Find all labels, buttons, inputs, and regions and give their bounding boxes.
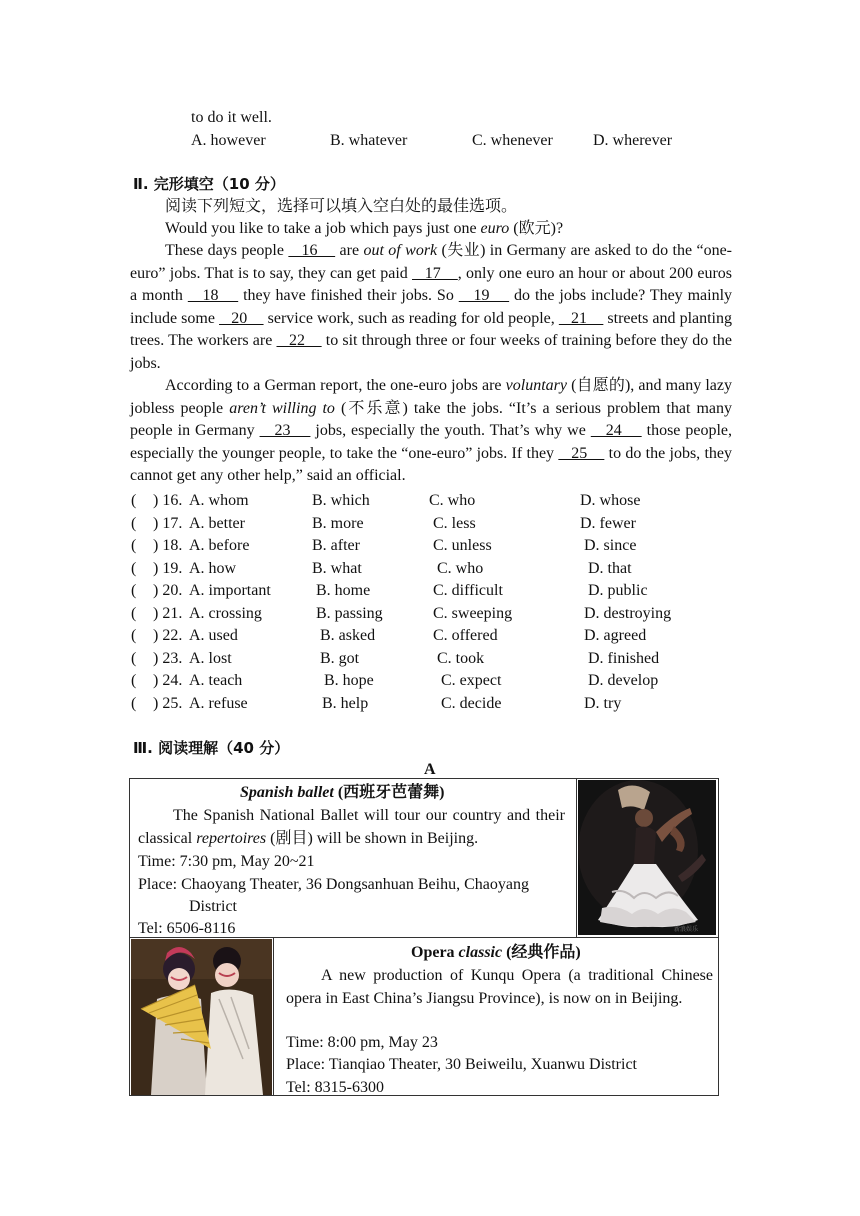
answer-paren: ( [131,605,137,622]
answer-paren: ( [131,627,137,644]
blank-17: 17 [412,264,458,282]
option-d: D. public [588,582,648,599]
table-divider [273,937,274,1096]
option-b: B. after [312,537,360,554]
q15-option-b: B. whatever [330,132,408,149]
ad2-body: A new production of Kunqu Opera (a traditional Chinese opera in East China’s Jiangsu Province), is now on in Beijing. [286,967,713,1007]
q15-option-a: A. however [191,132,266,149]
option-d: D. destroying [584,605,672,622]
option-b: B. more [312,515,364,532]
ad1-title: Spanish ballet (西班牙芭蕾舞) [240,784,445,801]
ad1-tel: Tel: 6506-8116 [138,920,236,937]
ad1-place: Place: Chaoyang Theater, 36 Dongsanhuan Beihu, Chaoyang [138,876,529,893]
option-a: A. crossing [189,605,262,622]
ad2-title: Opera classic (经典作品) [411,944,581,961]
blank-16: 16 [288,242,336,259]
option-c: C. decide [441,695,502,712]
option-a: A. how [189,560,237,577]
question-number: ) 16. [153,492,183,509]
blank-23: 23 [259,422,311,439]
option-a: A. refuse [189,695,248,712]
question-number: ) 23. [153,650,183,667]
option-c: C. offered [433,627,498,644]
option-c: C. who [429,492,476,509]
kunqu-opera-photo [131,939,272,1095]
option-d: D. agreed [584,627,647,644]
option-d: D. try [584,695,622,712]
option-d: D. finished [588,650,660,667]
section2-instruction: 阅读下列短文，选择可以填入空白处的最佳选项。 [165,198,518,215]
blank-21: 21 [558,309,604,327]
blank-24: 24 [590,422,642,439]
option-d: D. whose [580,492,641,509]
option-c: C. took [437,650,485,667]
passage-paragraph-1: These days people 16 are out of work (失业) in Germany are asked to do the “one-euro” jobs. That is to say, they can get paid 17 , only one euro an hour or about 200 euros a month 18 they have finished their jobs. So 19 do the jobs include? They mainly include some 20 service work, such as reading for old people, 21 streets and planting trees. The workers are 22 to sit through three or four weeks of training before they do the jobs. [130,242,733,372]
blank-22: 22 [276,332,322,349]
option-c: C. unless [433,537,492,554]
answer-paren: ( [131,560,137,577]
option-a: A. better [189,515,245,532]
option-c: C. difficult [433,582,503,599]
answer-paren: ( [131,537,137,554]
passage-paragraph-2: According to a German report, the one-euro jobs are voluntary (自愿的), and many lazy jobless people aren’t willing to (不乐意) take the jobs. “It’s a serious problem that many people in Germany 23 jobs, especially the youth. That’s why we 24 those people, especially the younger people, to take the “one-euro” jobs. If they 25 to do the jobs, they cannot get any other help,” said an official. [130,377,733,484]
option-b: B. hope [324,672,374,689]
question-number: ) 19. [153,560,183,577]
answer-paren: ( [131,492,137,509]
section2-heading: Ⅱ. 完形填空（10 分） [133,175,285,193]
option-b: B. got [320,650,360,667]
blank-25: 25 [558,444,605,462]
option-c: C. expect [441,672,502,689]
svg-text:新浪娱乐: 新浪娱乐 [674,926,699,933]
section3-heading: Ⅲ. 阅读理解（40 分） [133,739,290,757]
option-a: A. before [189,537,250,554]
ad2-place: Place: Tianqiao Theater, 30 Beiweilu, Xuanwu District [286,1056,637,1073]
ad1-place-continued: District [189,898,237,915]
passage-title: Would you like to take a job which pays just one euro (欧元)? [165,220,564,237]
blank-19: 19 [458,287,510,304]
question-number: ) 24. [153,672,183,689]
ad2-tel: Tel: 8315-6300 [286,1079,384,1096]
option-a: A. teach [189,672,243,689]
question-number: ) 21. [153,605,183,622]
option-d: D. fewer [580,515,636,532]
answer-paren: ( [131,515,137,532]
ad1-body: The Spanish National Ballet will tour our country and their classical repertoires (剧目) will be shown in Beijing. [138,807,565,847]
option-c: C. who [437,560,484,577]
answer-paren: ( [131,672,137,689]
option-d: D. since [584,537,637,554]
option-a: A. whom [189,492,249,509]
question-number: ) 22. [153,627,183,644]
answer-paren: ( [131,582,137,599]
q15-option-c: C. whenever [472,132,553,149]
option-b: B. help [322,695,369,712]
answer-paren: ( [131,650,137,667]
table-divider [576,778,577,938]
q15-text-tail: to do it well. [191,109,272,126]
question-number: ) 20. [153,582,183,599]
passage-label: A [424,761,436,778]
question-number: ) 25. [153,695,183,712]
ad2-time: Time: 8:00 pm, May 23 [286,1034,438,1051]
option-b: B. which [312,492,370,509]
ad1-time: Time: 7:30 pm, May 20~21 [138,853,315,870]
option-d: D. develop [588,672,659,689]
option-b: B. passing [316,605,383,622]
option-a: A. important [189,582,271,599]
option-b: B. what [312,560,362,577]
blank-18: 18 [187,287,239,304]
option-d: D. that [588,560,632,577]
question-number: ) 17. [153,515,183,532]
question-number: ) 18. [153,537,183,554]
option-c: C. less [433,515,476,532]
option-b: B. home [316,582,371,599]
q15-option-d: D. wherever [593,132,673,149]
ballet-dancer-photo [578,780,716,935]
blank-20: 20 [219,309,264,327]
option-b: B. asked [320,627,376,644]
option-a: A. lost [189,650,232,667]
option-a: A. used [189,627,238,644]
option-c: C. sweeping [433,605,513,622]
answer-paren: ( [131,695,137,712]
